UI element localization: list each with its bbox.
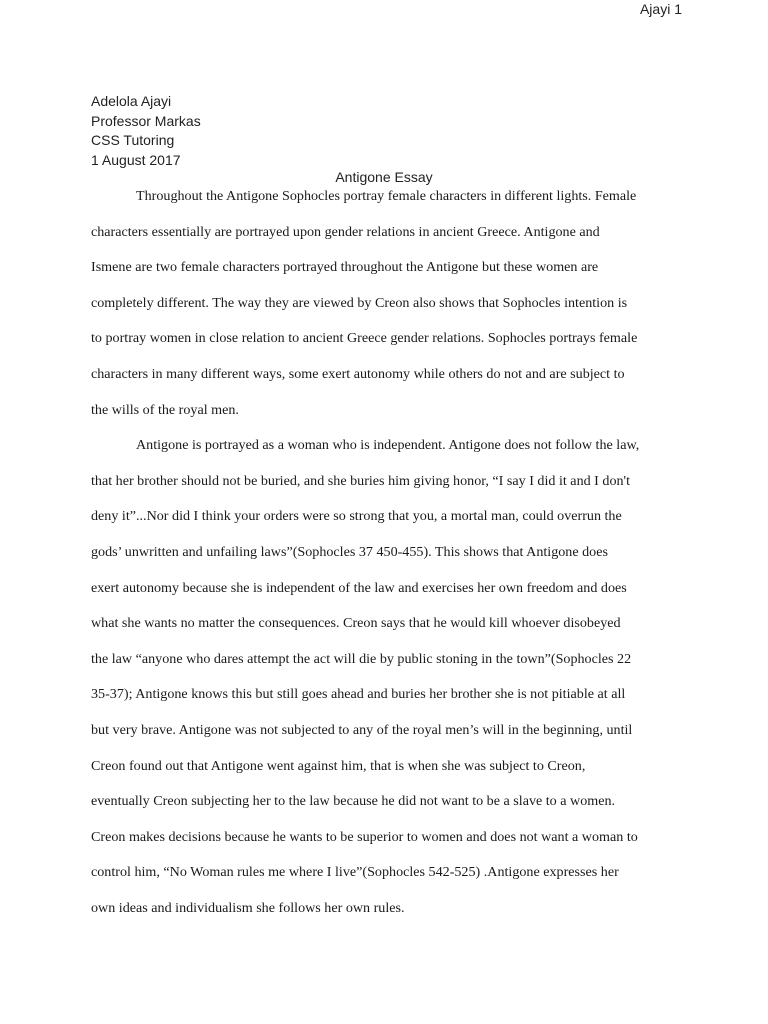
- paragraph-2: [91, 430, 683, 928]
- heading-block: [91, 92, 201, 170]
- paragraph-line: control him, “No Woman rules me where I live”(Sophocles 542-525) .Antigone expresses her: [91, 864, 619, 881]
- paragraph-line: what she wants no matter the consequences. Creon says that he would kill whoever disobeyed: [91, 615, 621, 632]
- paragraph-line: exert autonomy because she is independent of the law and exercises her own freedom and does: [91, 579, 627, 596]
- paragraph-line: to portray women in close relation to ancient Greece gender relations. Sophocles portrays female: [91, 330, 638, 347]
- paragraph-line: Ismene are two female characters portrayed throughout the Antigone but these women are: [91, 259, 599, 276]
- essay-date: 1 August 2017: [91, 151, 181, 168]
- paragraph-line: gods’ unwritten and unfailing laws”(Sophocles 37 450-455). This shows that Antigone does: [91, 543, 608, 560]
- paragraph-line: but very brave. Antigone was not subjected to any of the royal men’s will in the beginning, until: [91, 721, 633, 738]
- essay-title: Antigone Essay: [335, 169, 433, 185]
- paragraph-line: Throughout the Antigone Sophocles portray female characters in different lights. Female: [136, 188, 637, 204]
- paragraph-line: eventually Creon subjecting her to the law because he did not want to be a slave to a women.: [91, 793, 616, 810]
- paragraph-line: deny it”...Nor did I think your orders were so strong that you, a mortal man, could overrun the: [91, 508, 622, 525]
- paragraph-line: Creon makes decisions because he wants to be superior to women and does not want a woman to: [91, 828, 638, 845]
- paragraph-1: [91, 181, 683, 430]
- author-name: Adelola Ajayi: [91, 93, 172, 109]
- paragraph-line: characters essentially are portrayed upon gender relations in ancient Greece. Antigone and: [91, 223, 600, 240]
- paragraph-line: the wills of the royal men.: [91, 401, 239, 418]
- instructor-name: Professor Markas: [91, 112, 201, 129]
- paragraph-line: completely different. The way they are viewed by Creon also shows that Sophocles intention is: [91, 294, 628, 311]
- paragraph-line: that her brother should not be buried, and she buries him giving honor, “I say I did it and I don't: [91, 472, 630, 489]
- paragraph-line: 35-37); Antigone knows this but still goes ahead and buries her brother she is not pitiable at all: [91, 686, 626, 703]
- paragraph-line: the law “anyone who dares attempt the act will die by public stoning in the town”(Sophocles 22: [91, 650, 632, 667]
- running-head: Ajayi 1: [639, 1, 682, 17]
- paragraph-line: Antigone is portrayed as a woman who is independent. Antigone does not follow the law,: [136, 437, 640, 454]
- paragraph-line: characters in many different ways, some exert autonomy while others do not and are subject to: [91, 365, 625, 382]
- course-name: CSS Tutoring: [91, 132, 175, 148]
- essay-body: [91, 181, 683, 928]
- paragraph-line: Creon found out that Antigone went against him, that is when she was subject to Creon,: [91, 757, 586, 774]
- paragraph-line: own ideas and individualism she follows her own rules.: [91, 899, 405, 916]
